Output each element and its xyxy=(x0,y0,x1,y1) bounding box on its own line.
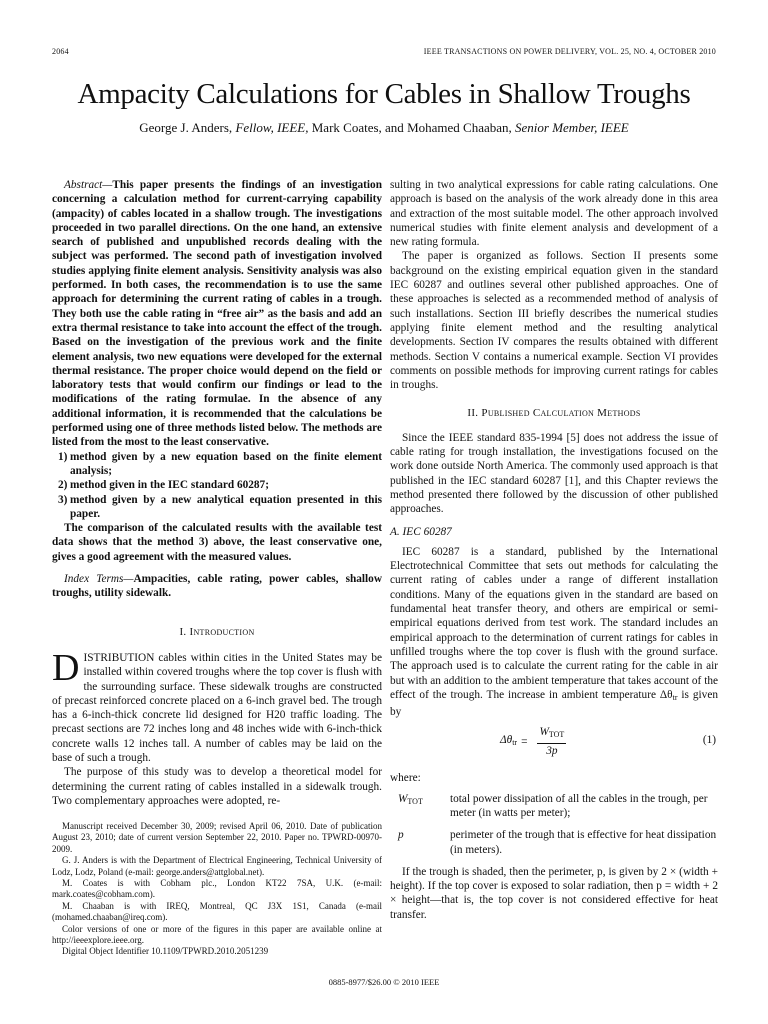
author-anders: George J. Anders, xyxy=(139,120,233,135)
list-item: 1) method given by a new equation based on the finite element analysis; xyxy=(58,450,382,477)
intro-paragraph-1: DISTRIBUTION cables within cities in the United States may be installed within covered troughs where the top cover is flush with the surrounding surface. These sidewalk troughs are constructed of precast reinforced concrete placed on a 6-inch gravel bed. The trough has a 6-inch-thick concrete lid designed for H20 traffic loading. The precast sections are 72 inches long and 48 inches wide with 6-inch-thick concrete walls 12 inches tall. A number of cables may be laid on the base of such a trough. xyxy=(52,646,382,764)
body-paragraph: IEC 60287 is a standard, published by the International Electrotechnical Committee that sets out methods for calculating the current rating of cables under a range of different installation conditions. Many of the equations given in the standard are based on fundamental heat transfer theory, and others are empirical or semi-empirical equations derived from test work. The standard includes an empirical approach to the determination of current ratings for cables in unfilled troughs where the top cover is flush with the ground surface. The approach used is to calculate the current rating for the cable in air but with an addition to the ambient temperature that takes account of the effect of the trough. The increase in ambient temperature $\Delta\theta_{tr}$ is given by xyxy=(390,545,718,719)
index-terms xyxy=(52,572,382,601)
body-paragraph: Since the IEEE standard 835-1994 [5] does not address the issue of cable rating for trough installation, the investigations focused on the work done outside North America. The commonly used approach is that published in the IEC standard 60287 [1], and this Chapter reviews the method presented there followed by the discussion of other published approaches. xyxy=(390,431,718,516)
author-conjunction: and xyxy=(385,120,404,135)
abstract xyxy=(52,178,382,450)
eq-denominator: 3p xyxy=(546,744,558,757)
eq-numerator: $W_{TOT}$ xyxy=(537,725,566,743)
author-line xyxy=(0,120,768,136)
footnotes xyxy=(52,821,382,958)
journal-running-head: IEEE TRANSACTIONS ON POWER DELIVERY, VOL. 25, NO. 4, OCTOBER 2010 xyxy=(423,47,716,56)
definition-item: p perimeter of the trough that is effective for heat dissipation (in meters). xyxy=(398,829,717,856)
footnote-doi: Digital Object Identifier 10.1109/TPWRD.2010.2051239 xyxy=(62,946,269,957)
footnote-chaaban: M. Chaaban is with IREQ, Montreal, QC J3X 1S1, Canada (e-mail (mohamed.chaaban@ireq.com). xyxy=(52,900,382,923)
footnote-coates: M. Coates is with Cobham plc., London KT22 7SA, U.K. (e-mail: mark.coates@cobham.com). xyxy=(52,878,382,900)
section-heading-introduction: I. Introduction xyxy=(179,625,255,638)
author-anders-title: Fellow, IEEE, xyxy=(235,120,309,135)
index-terms-text: Ampacities, cable rating, power cables, shallow troughs, utility sidewalk. xyxy=(52,573,382,600)
author-coates: Mark Coates, xyxy=(311,120,382,135)
list-item: 2) method given in the IEC standard 60287; xyxy=(58,479,269,492)
page-number: 2064 xyxy=(52,47,69,56)
equation-number: (1) xyxy=(702,734,716,747)
index-terms-label: Index Terms— xyxy=(64,573,134,586)
definition-list xyxy=(390,792,718,857)
body-paragraph: sulting in two analytical expressions for cable rating calculations. One approach is based on the analysis of the work already done in this area and extraction of the most suitable model. The other approach involved numerical studies with finite element analysis and development of a new rating formula. xyxy=(390,179,718,249)
right-column xyxy=(390,178,718,922)
abstract-closing: The comparison of the calculated results with the available test data shows that the method 3) above, the least conservative one, gives a good agreement with the measured values. xyxy=(52,522,382,563)
footnote-manuscript: Manuscript received December 30, 2009; revised April 06, 2010. Date of publication August 23, 2010; date of current version September 22, 2010. Paper no. TPWRD-00970-2009. xyxy=(52,821,382,854)
paper-title: Ampacity Calculations for Cables in Shallow Troughs xyxy=(77,78,691,110)
definition-item: $W_{TOT}$ total power dissipation of all the cables in the trough, per meter (in watts per meter); xyxy=(398,792,708,819)
eq-equals: = xyxy=(521,735,528,748)
left-column xyxy=(52,178,382,808)
body-paragraph: If the trough is shaded, then the perimeter, p, is given by 2 × (width + height). If the top cover is exposed to solar radiation, then p = width + 2 × height—that is, the top cover is not considered effective for heat transfer. xyxy=(390,865,718,921)
list-item: 3) method given by a new analytical equation presented in this paper. xyxy=(58,493,382,520)
author-chaaban: Mohamed Chaaban, xyxy=(407,120,512,135)
eq-fraction xyxy=(537,725,566,758)
copyright-footer: 0885-8977/$26.00 © 2010 IEEE xyxy=(328,977,440,987)
section-heading-published-methods: II. Published Calculation Methods xyxy=(467,407,641,420)
body-paragraph: The paper is organized as follows. Section II presents some background on the existing empirical equation given in the standard IEC 60287 and outlines several other published approaches. One of these approaches is selected as a recommended method of analysis of such installations. Section III briefly describes the numerical studies applying finite element method and the resulting analytical developments. Section IV compares the results obtained with different methods. Section V contains a numerical example. Section VI provides comments on possible methods for improving current ratings for cables in troughs. xyxy=(390,250,718,392)
eq-lhs: $\Delta\theta_{tr}$ xyxy=(500,734,518,748)
where-label: where: xyxy=(390,772,421,785)
footnote-color-versions: Color versions of one or more of the figures in this paper are available online at http://ieeexplore.ieee.org. xyxy=(52,923,382,946)
equation-body xyxy=(500,725,566,758)
equation-1 xyxy=(390,723,718,763)
abstract-method-list xyxy=(52,450,382,521)
subsection-heading-iec60287: A. IEC 60287 xyxy=(390,525,452,538)
abstract-label: Abstract— xyxy=(64,179,113,191)
footnote-anders: G. J. Anders is with the Department of Electrical Engineering, Technical University of Lodz, Lodz, Poland (e-mail: george.anders@attglobal.net). xyxy=(52,855,382,877)
author-chaaban-title: Senior Member, IEEE xyxy=(515,120,629,135)
intro-paragraph-2: The purpose of this study was to develop a theoretical model for determining the current rating of cables installed in a sidewalk trough. Two complementary approaches were adopted, re- xyxy=(52,766,382,807)
abstract-text: This paper presents the findings of an investigation concerning a calculation method for current-carrying capability (ampacity) of cables located in a shallow trough. The investigations proceeded in two parallel directions. On the one hand, an extensive search of published and unpublished records dealing with the subject was performed. The second path of investigation involved studies applying finite element analysis. Sensitivity analysis was also performed. In both cases, the recommendation is to use the same approach for determining the current rating of cables in a trough. They both use the cable rating in “free air” as the basis and add an extra thermal resistance to take into account the effect of the trough. Based on the investigation of the previous work and the finite element analysis, two new equations were developed for the external thermal resistance. The proper choice would depend on the field or laboratory tests that would confirm our findings or lead to the modifications of the rating formulae. In the absence of any additional information, it is recommended that the calculations be performed using one of three methods listed below. The methods are listed from the most to the least conservative. xyxy=(52,179,382,449)
dropcap: D xyxy=(52,646,80,689)
